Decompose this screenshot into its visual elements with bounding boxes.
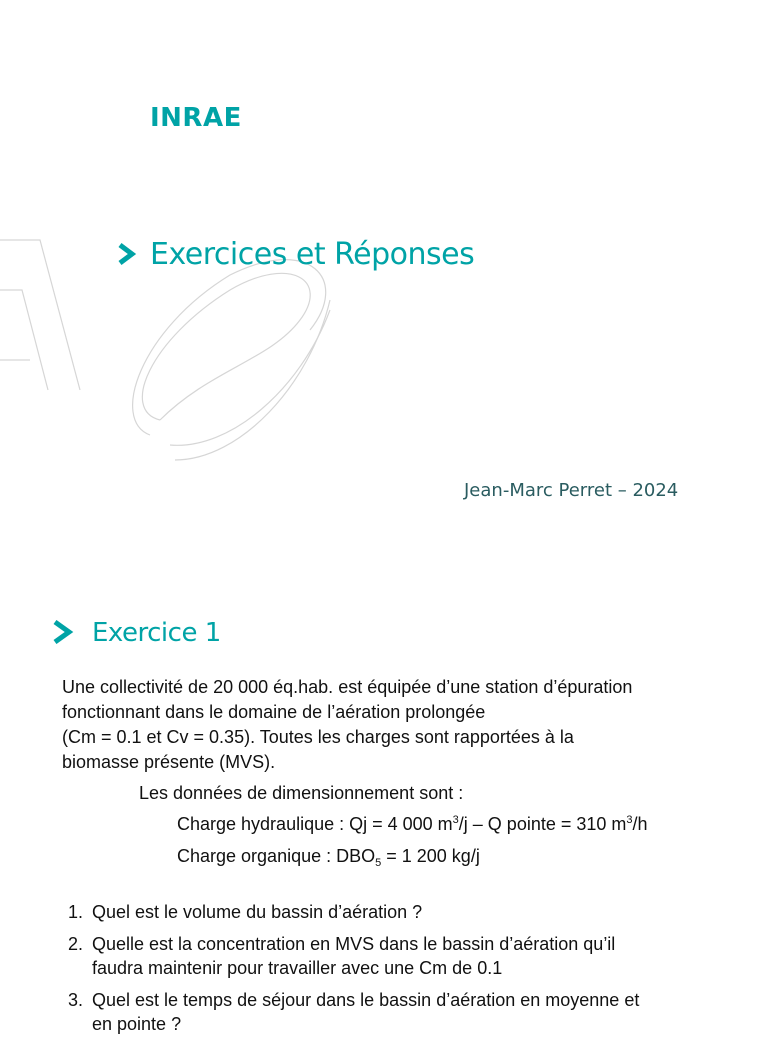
list-item: 2. Quelle est la concentration en MVS dans le bassin d’aération qu’il faudra maintenir pour travailler avec une Cm de 0.1 (68, 934, 616, 978)
exercise-slide (0, 595, 768, 1034)
data-intro: Les données de dimensionnement sont : (139, 783, 464, 803)
inrae-logo: INRAE (150, 103, 242, 133)
intro-line: (Cm = 0.1 et Cv = 0.35). Toutes les charges sont rapportées à la (62, 727, 574, 747)
organic-load: Charge organique : $DBO_5 = 1$ 200 kg/j (177, 846, 480, 869)
exercise-title: Exercice 1 (92, 618, 221, 648)
chevron-right-icon (52, 620, 74, 644)
intro-line: Une collectivité de 20 000 éq.hab. est équipée d’une station d’épuration (62, 677, 633, 697)
question-list (68, 900, 639, 1044)
chevron-right-icon (117, 243, 137, 265)
intro-line: biomasse présente (MVS). (62, 752, 276, 772)
hydraulic-load: Charge hydraulique : Qj = 4 000 $m^3/j$ – Q pointe = 310 $m^3/h$ (177, 814, 648, 834)
list-item: 1. Quel est le volume du bassin d’aération ? (68, 902, 423, 922)
page-title: Exercices et Réponses (150, 237, 475, 272)
exercise-intro (62, 675, 752, 775)
intro-line: fonctionnant dans le domaine de l’aération prolongée (62, 702, 486, 722)
list-item: 3. Quel est le temps de séjour dans le bassin d’aération en moyenne et en pointe ? (68, 990, 640, 1034)
author-line: Jean-Marc Perret – 2024 (464, 480, 679, 501)
